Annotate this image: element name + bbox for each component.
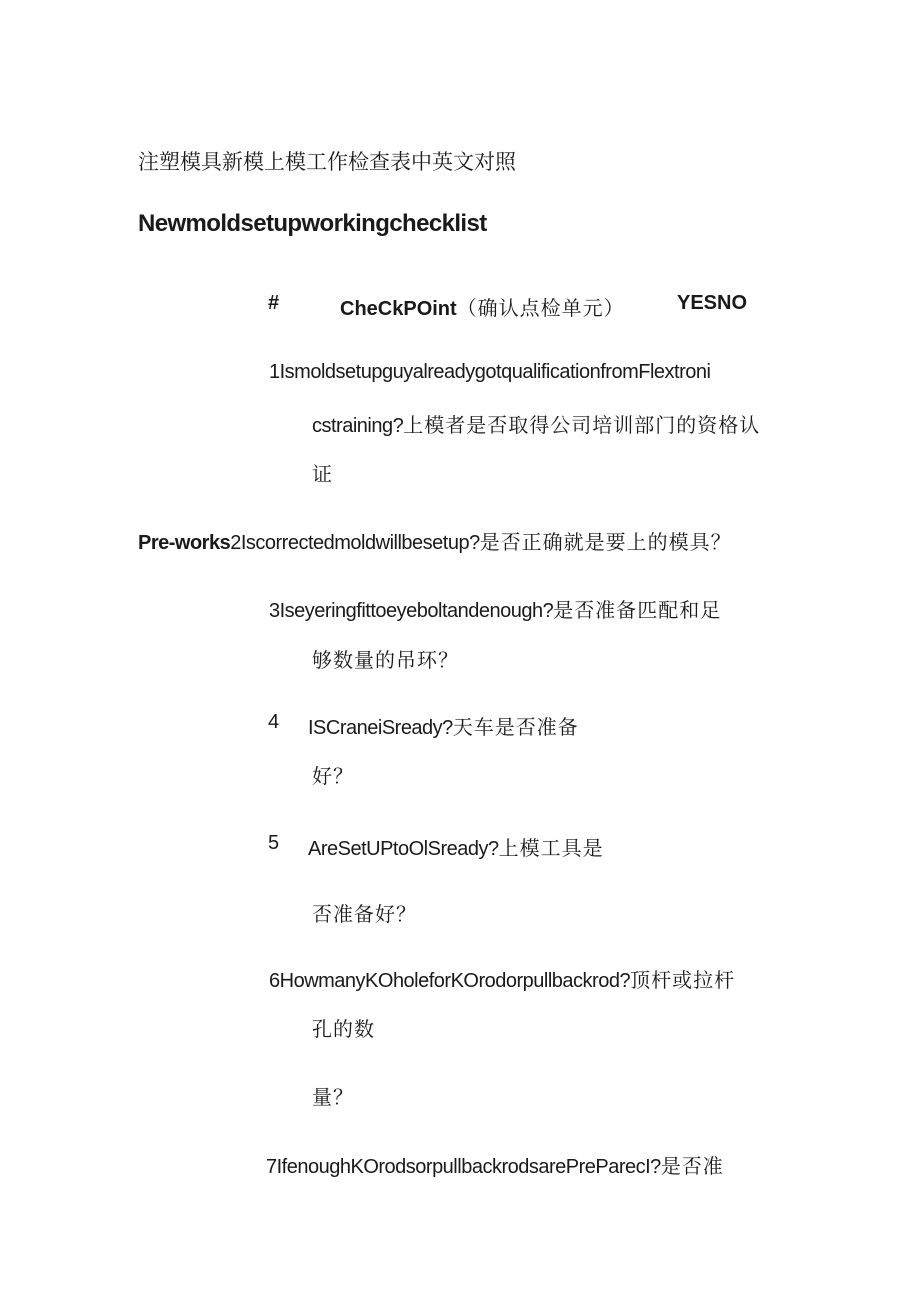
document-title-en: Newmoldsetupworkingchecklist — [138, 210, 487, 237]
item-number: 2 — [230, 532, 241, 554]
list-item-4-line-1 — [308, 711, 579, 740]
item-question-en: Iseyeringfittoeyeboltandenough? — [279, 600, 554, 622]
item-number: 1 — [269, 361, 280, 383]
list-item-1-line-3: 证 — [312, 462, 333, 486]
header-checkpoint — [340, 292, 625, 321]
list-item-7-line-1 — [266, 1150, 724, 1179]
item-question-cn: 是否准备匹配和足 — [553, 598, 722, 622]
document-title-cn: 注塑模具新模上模工作检查表中英文对照 — [138, 150, 516, 174]
list-item-6-line-3: 量？ — [312, 1085, 354, 1109]
item-question-cn: 上模者是否取得公司培训部门的资格认 — [403, 413, 761, 437]
item-question-cn: 是否正确就是要上的模具？ — [479, 530, 732, 554]
list-item-3-line-1 — [269, 594, 721, 623]
list-item-6-line-2: 孔的数 — [312, 1017, 375, 1041]
item-number: 3 — [269, 600, 280, 622]
item-question-en: ISCraneiSready? — [308, 717, 453, 739]
list-item-6-line-1 — [269, 964, 735, 993]
header-checkpoint-en: CheCkPOint — [340, 298, 457, 320]
item-question-cn: 顶杆或拉杆 — [630, 968, 736, 992]
header-number: # — [268, 292, 280, 314]
item-number: 7 — [266, 1156, 277, 1178]
item-question-en: HowmanyKOholeforKOrodorpullbackrod? — [279, 970, 631, 992]
item-question-en: IfenoughKOrodsorpullbackrodsarePreParecI? — [276, 1156, 661, 1178]
item-number: 6 — [269, 970, 280, 992]
item-question-en: AreSetUPtoOlSready? — [308, 838, 499, 860]
list-item-5-line-1 — [308, 832, 604, 861]
list-item-1-line-2 — [312, 409, 760, 438]
list-item-5-line-2: 否准备好？ — [312, 902, 417, 926]
list-item-4-line-2: 好？ — [312, 764, 354, 788]
section-label: Pre-works — [138, 532, 231, 554]
item-question-en: cstraining? — [312, 415, 404, 437]
header-checkpoint-cn: （确认点检单元） — [456, 296, 625, 320]
list-item-5-number: 5 — [268, 832, 279, 854]
item-question-en: Iscorrectedmoldwillbesetup? — [240, 532, 480, 554]
item-question-en-tail: Flextroni — [638, 361, 711, 383]
header-yes-no: YESNO — [677, 292, 748, 314]
item-question-en: Ismoldsetupguyalreadygotqualificationfrom — [279, 361, 639, 383]
item-question-cn: 是否准 — [660, 1154, 724, 1178]
item-question-cn: 上模工具是 — [498, 836, 604, 860]
list-item-4-number: 4 — [268, 711, 279, 733]
item-question-cn: 天车是否准备 — [452, 715, 579, 739]
list-item-3-line-2: 够数量的吊环？ — [312, 648, 459, 672]
list-item-1-line-1 — [269, 361, 710, 384]
list-item-2 — [138, 526, 732, 555]
